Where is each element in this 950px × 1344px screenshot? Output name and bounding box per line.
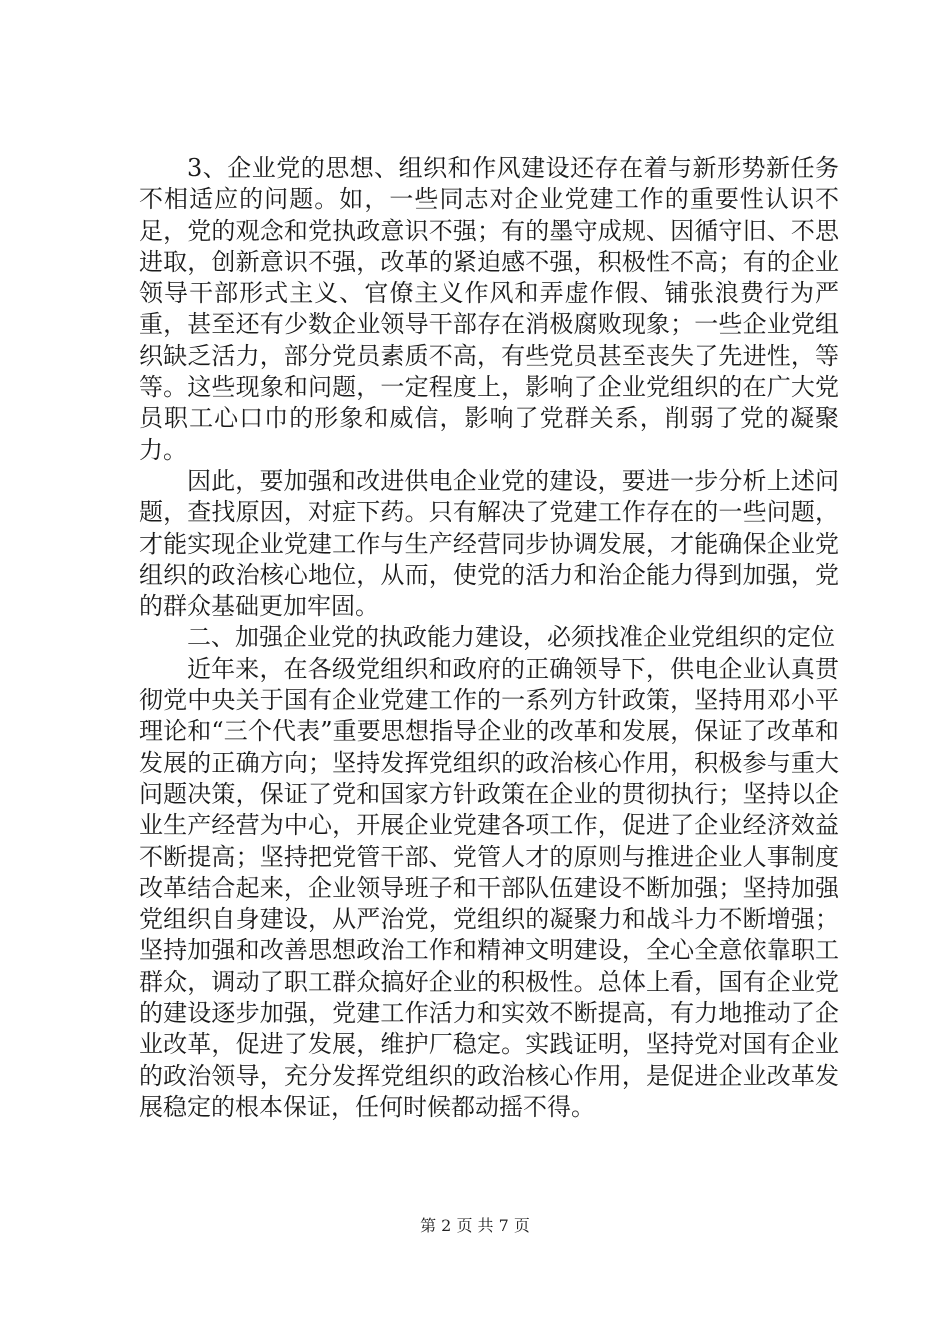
document-body [139, 153, 839, 1123]
section-heading: 二、加强企业党的执政能力建设，必须找准企业党组织的定位 [187, 623, 835, 652]
paragraph-problems: 3、企业党的思想、组织和作风建设还存在着与新形势新任务不相适应的问题。如，一些同志对企业党建工作的重要性认识不足，党的观念和党执政意识不强；有的墨守成规、因循守旧、不思进取，创新意识不强，改革的紧迫感不强，积极性不高；有的企业领导干部形式主义、官僚主义作风和弄虚作假、铺张浪费行为严重，甚至还有少数企业领导干部存在消极腐败现象；一些企业党组织缺乏活力，部分党员素质不高，有些党员甚至丧失了先进性，等等。这些现象和问题，一定程度上，影响了企业党组织的在广大党员职工心口巾的形象和威信，影响了党群关系，削弱了党的凝聚力。 [139, 154, 839, 464]
paragraph-recent-years: 近年来，在各级党组织和政府的正确领导下，供电企业认真贯彻党中央关于国有企业党建工作的一系列方针政策，坚持用邓小平理论和“三个代表”重要思想指导企业的改革和发展，保证了改革和发展的正确方向；坚持发挥党组织的政治核心作用，积极参与重大问题决策，保证了党和国家方针政策在企业的贯彻执行；坚持以企业生产经营为中心，开展企业党建各项工作，促进了企业经济效益不断提高；坚持把党管干部、党管人才的原则与推进企业人事制度改革结合起来，企业领导班子和干部队伍建设不断加强；坚持加强党组织自身建设，从严治党，党组织的凝聚力和战斗力不断增强；坚持加强和改善思想政治工作和精神文明建设，全心全意依靠职工群众，调动了职工群众搞好企业的积极性。总体上看，国有企业党的建设逐步加强，党建工作活力和实效不断提高，有力地推动了企业改革，促进了发展，维护厂稳定。实践证明，坚持党对国有企业的政治领导，充分发挥党组织的政治核心作用，是促进企业改革发展稳定的根本保证，任何时候都动摇不得。 [139, 654, 839, 1121]
paragraph-therefore: 因此，要加强和改进供电企业党的建设，要进一步分析上述问题，查找原因，对症下药。只有解决了党建工作存在的一些问题，才能实现企业党建工作与生产经营同步协调发展，才能确保企业党组织的政治核心地位，从而，使党的活力和治企能力得到加强，党的群众基础更加牢固。 [139, 466, 839, 621]
page-number-footer: 第 2 页 共 7 页 [420, 1216, 530, 1235]
